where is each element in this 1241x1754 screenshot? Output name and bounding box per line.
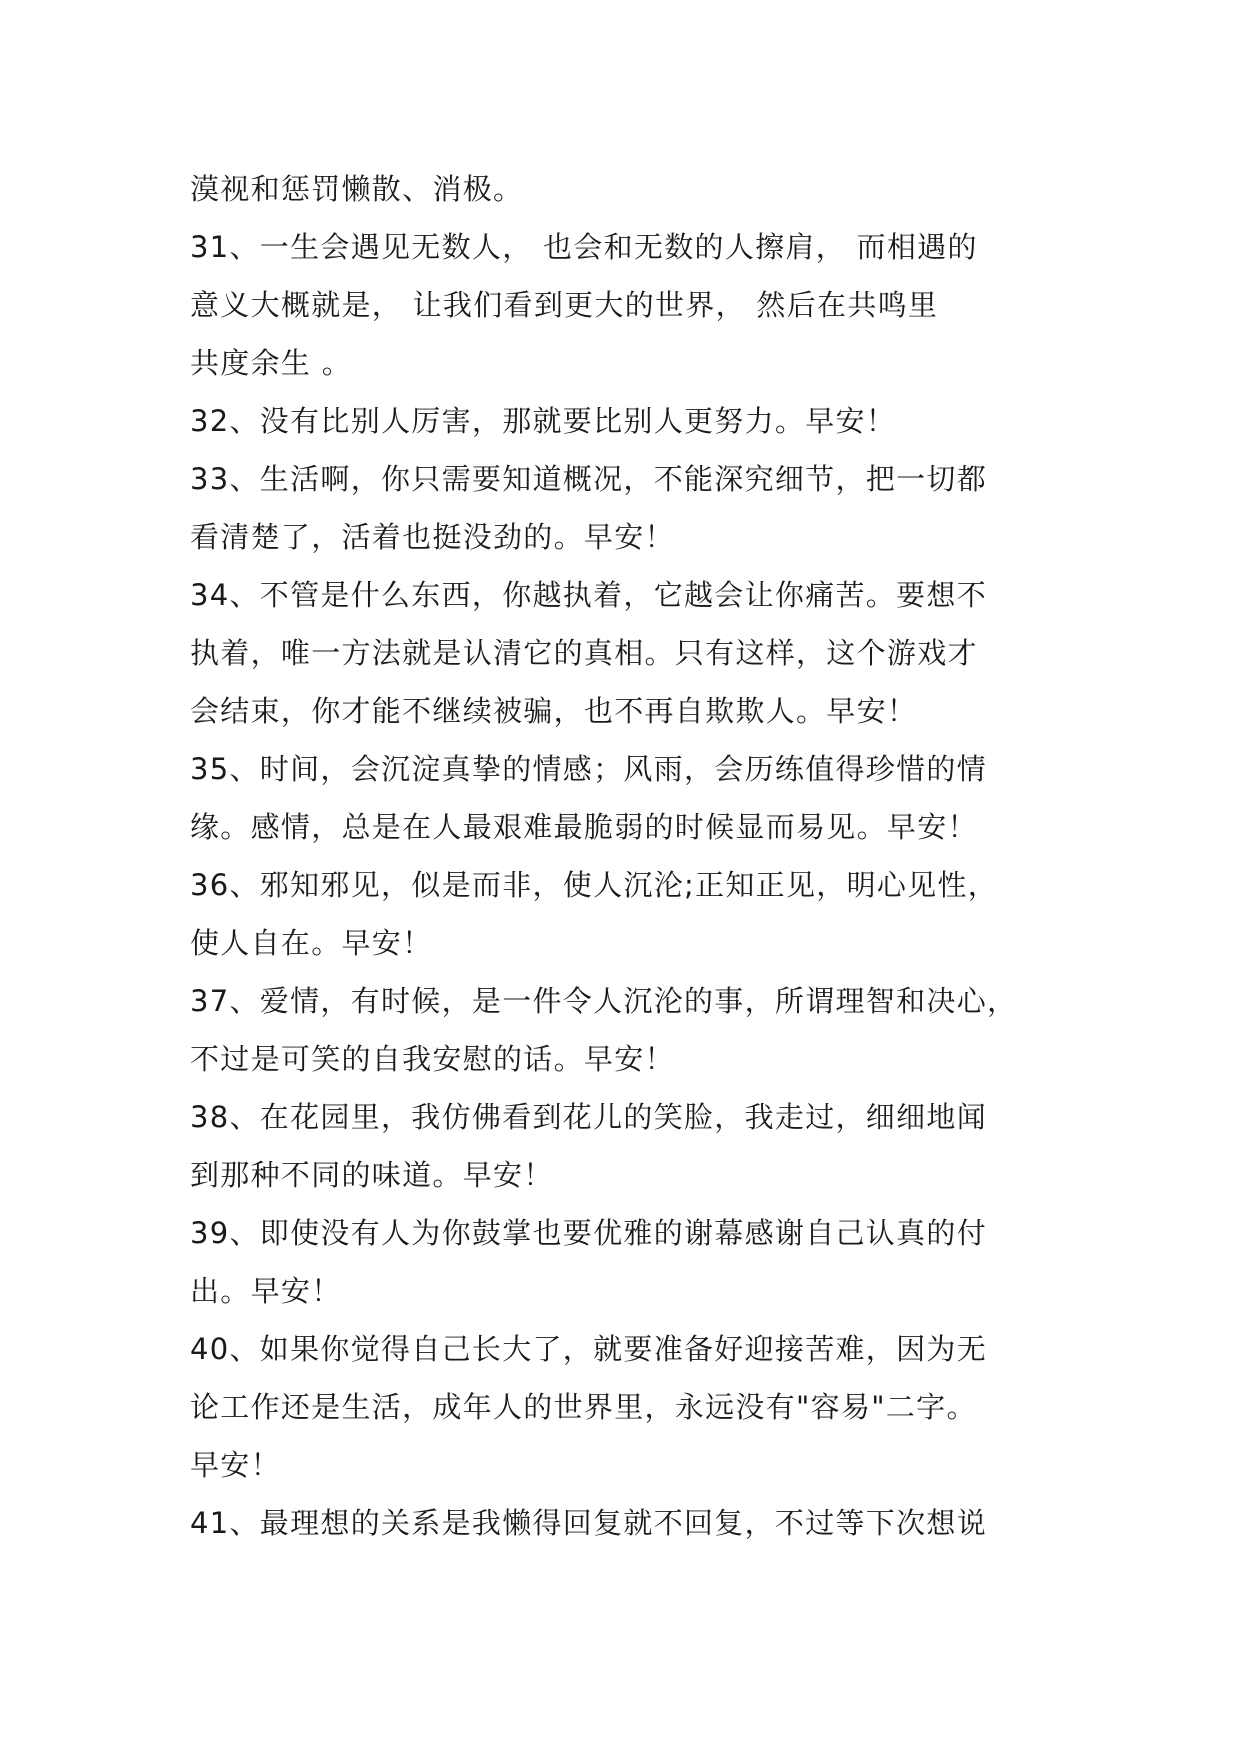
text-line: 31、一生会遇见无数人， 也会和无数的人擦肩， 而相遇的 [190, 230, 978, 264]
text-line: 33、生活啊，你只需要知道概况，不能深究细节，把一切都 [190, 462, 988, 496]
text-line: 漠视和惩罚懒散、消极。 [190, 172, 524, 206]
text-line: 35、时间，会沉淀真挚的情感；风雨，会历练值得珍惜的情 [190, 752, 988, 786]
text-line: 32、没有比别人厉害，那就要比别人更努力。早安！ [190, 404, 897, 438]
text-line: 34、不管是什么东西，你越执着，它越会让你痛苦。要想不 [190, 578, 988, 612]
text-line: 38、在花园里，我仿佛看到花儿的笑脸，我走过，细细地闻 [190, 1100, 988, 1134]
document-body [190, 160, 1060, 1552]
text-line: 不过是可笑的自我安慰的话。早安！ [190, 1042, 675, 1076]
text-line: 使人自在。早安！ [190, 926, 433, 960]
text-line: 到那种不同的味道。早安！ [190, 1158, 554, 1192]
text-line: 会结束，你才能不继续被骗，也不再自欺欺人。早安！ [190, 694, 918, 728]
text-line: 出。早安！ [190, 1274, 342, 1308]
text-line: 39、即使没有人为你鼓掌也要优雅的谢幕感谢自己认真的付 [190, 1216, 988, 1250]
text-line: 缘。感情，总是在人最艰难最脆弱的时候显而易见。早安！ [190, 810, 978, 844]
text-line: 40、如果你觉得自己长大了，就要准备好迎接苦难，因为无 [190, 1332, 988, 1366]
text-line: 看清楚了，活着也挺没劲的。早安！ [190, 520, 675, 554]
text-line: 41、最理想的关系是我懒得回复就不回复，不过等下次想说 [190, 1506, 988, 1540]
text-line: 共度余生 。 [190, 346, 353, 380]
text-line: 论工作还是生活，成年人的世界里，永远没有"容易"二字。 [190, 1390, 977, 1424]
text-line: 意义大概就是， 让我们看到更大的世界， 然后在共鸣里 [190, 288, 939, 322]
text-line: 37、爱情，有时候，是一件令人沉沦的事，所谓理智和决心， [190, 984, 1018, 1018]
text-line: 早安！ [190, 1448, 281, 1482]
text-line: 36、邪知邪见，似是而非，使人沉沦;正知正见，明心见性， [190, 868, 999, 902]
text-line: 执着，唯一方法就是认清它的真相。只有这样，这个游戏才 [190, 636, 978, 670]
